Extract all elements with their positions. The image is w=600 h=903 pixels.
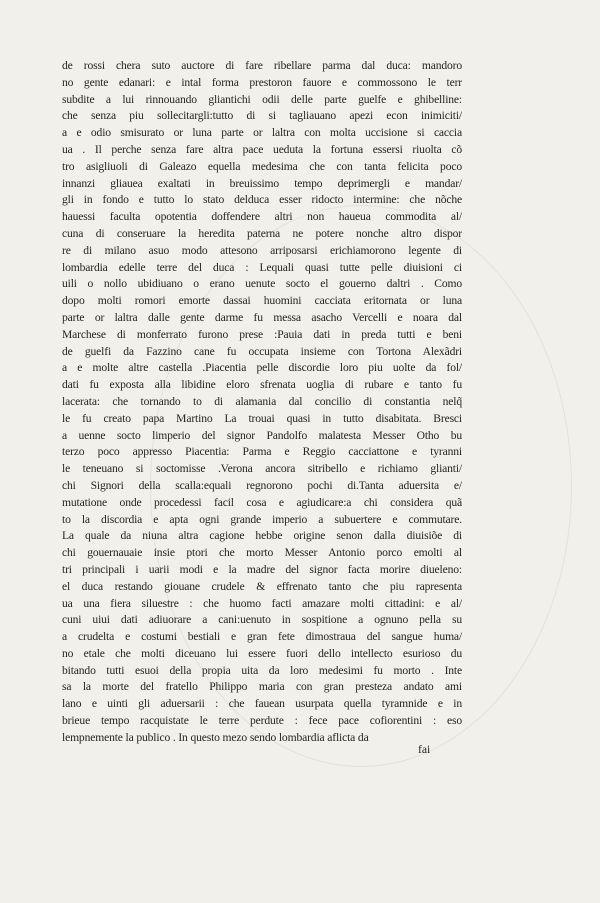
text-line: subdite a lui rinnouando gliantichi odii delle parte guelfe e ghibelline: <box>62 92 462 106</box>
text-line: dati fu exposta alla libidine eloro sfrenata uoglia di rubare e tanto fu <box>62 378 462 392</box>
text-line: a uenne socto limperio del signor Pandolfo malatesta Messer Otho bu <box>62 428 462 442</box>
text-line: ua . Il perche senza fare altra pace ueduta la fortuna essersi riuolta cõ <box>62 142 462 156</box>
text-line: to la discordia e apta ogni grande imperio a subuertere e commutare. <box>62 512 462 526</box>
text-line: dopo molti romori emorte dassai huomini cacciata eritornata or luna <box>62 294 462 308</box>
text-line: de guelfi da Fazzino cane fu occupata insieme con Tortona Alexãdri <box>62 344 462 358</box>
text-line: lacerata: che tornando to di alamania dal concilio di constantia nelq̃ <box>62 394 462 408</box>
text-line: mutatione onde procedessi facil cosa e agiudicare:a chi considera quã <box>62 495 462 509</box>
text-line: le fu creato papa Martino La trouai quasi in tutto disabitata. Bresci <box>62 411 462 425</box>
text-line: La quale da niuna altra cagione hebbe origine senon dalla diuisiõe di <box>62 529 462 543</box>
text-line: tro asigliuoli di Galeazo equella medesima che con tanta felicita poco <box>62 159 462 173</box>
text-line: lombardia edelle terre del duca : Lequali quasi tutte pelle diuisioni ci <box>62 260 462 274</box>
text-line: a e molte altre castella .Piacentia pelle discordie loro piu uolte da fol/ <box>62 361 462 375</box>
text-line: parte or laltra dalle gente darme fu messa asacho Vercelli e noara dal <box>62 310 462 324</box>
text-line: bitando tutti esuoi della propia uita da loro medesimi fu morto . Inte <box>62 663 462 677</box>
text-line: uili o nollo ubidiuano o erano uenute socto el gouerno daltri . Como <box>62 277 462 291</box>
text-line: ua una fiera siluestre : che huomo facti amazare molti cittadini: e al/ <box>62 596 462 610</box>
text-line: chi Signori della scalla:equali regnorono pochi di.Tanta aduersita e/ <box>62 478 462 492</box>
text-block <box>62 58 462 747</box>
text-line: lempnemente la publico . In questo mezo sendo lombardia aflicta da <box>62 730 369 744</box>
text-line: el duca restando giouane crudele & effrenato tanto che piu rapresenta <box>62 579 462 593</box>
text-line: tri principali i uarii modi e la madre del signor facta morire diueleno: <box>62 562 462 576</box>
text-line: le teneuano si soctomisse .Verona ancora sitribello e richiamo glianti/ <box>62 462 462 476</box>
text-line: cuni uiui dati adiuorare a cani:uenuto in sospitione a ognuno pella su <box>62 613 462 627</box>
text-line: a e odio smisurato or luna parte or laltra con molta uccisione si caccia <box>62 126 462 140</box>
text-line: re di milano asuo modo attesono arriposarsi erichiamorono legente di <box>62 243 462 257</box>
text-line: che senza piu sollecitargli:tutto di si tagliauano apezi econ inimiciti/ <box>62 109 462 123</box>
text-line: a crudelta e costumi bestiali e gran fete dimostraua del sangue huma/ <box>62 630 462 644</box>
text-line: brieue tempo racquistate le terre perdute : fece pace cofiorentini : eso <box>62 714 462 728</box>
text-line: sa la morte del fratello Philippo maria con gran presteza andato ami <box>62 680 462 694</box>
text-line: hauessi faculta opotentia doffendere altri non haueua commodita al/ <box>62 210 462 224</box>
catchword: fai <box>418 743 431 756</box>
text-line: innanzi gliauea exaltati in breuissimo tempo deprimergli e mandar/ <box>62 176 462 190</box>
text-line: Marchese di monferrato furono prese :Pauia dati in preda tutti e beni <box>62 327 462 341</box>
text-line: chi gouernauaie insie ptori che morto Messer Antonio porco emolti al <box>62 546 462 560</box>
text-line: cuna di conseruare la heredita paterna ne potere nonche altro dispor <box>62 226 462 240</box>
text-line: lano e uinti gli aduersarii : che fauean usurpata quella tyramnide e in <box>62 697 462 711</box>
text-line: no gente edanari: e intal forma prestoron fauore e commossono le terr <box>62 75 462 89</box>
text-line: no etale che molti diceuano lui essere fuori dello intellecto esurioso du <box>62 646 462 660</box>
text-line: terzo poco appresso Piacentia: Parma e Reggio cacciattone e tyranni <box>62 445 462 459</box>
text-line: de rossi chera suto auctore di fare ribellare parma dal duca: mandoro <box>62 59 462 72</box>
text-line: gli in fondo e tutto lo stato delduca esser ridocto intermine: che nõche <box>62 193 462 207</box>
